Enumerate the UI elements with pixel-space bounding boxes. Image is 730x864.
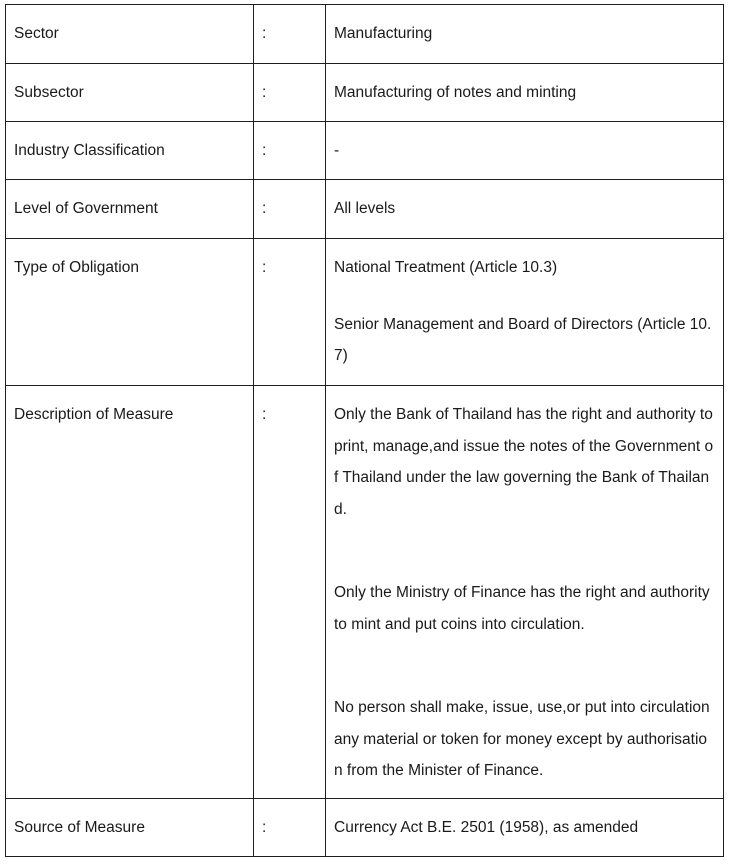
paragraph-gap: [334, 525, 715, 577]
paragraph-gap: [334, 284, 715, 309]
row-value: [326, 239, 724, 386]
row-separator: :: [254, 64, 326, 122]
value-text: Senior Management and Board of Directors (Article 10.7): [334, 315, 712, 364]
row-label: Industry Classification: [6, 122, 254, 180]
row-separator: :: [254, 180, 326, 239]
row-value: [326, 5, 724, 64]
paragraph-gap: [334, 640, 715, 692]
row-label: Description of Measure: [6, 386, 254, 799]
row-label: Type of Obligation: [6, 239, 254, 386]
table-row-subsector: [6, 64, 724, 122]
row-separator: :: [254, 799, 326, 857]
table-row-type-of-obligation: [6, 239, 724, 386]
value-text: Only the Ministry of Finance has the right and authority to mint and put coins into circulation.: [334, 584, 710, 633]
row-value: [326, 64, 724, 122]
value-text: National Treatment (Article 10.3): [334, 259, 558, 276]
row-label: Level of Government: [6, 180, 254, 239]
table-row-source-of-measure: [6, 799, 724, 857]
row-separator: :: [254, 239, 326, 386]
reservation-table: [5, 4, 724, 857]
value-text: All levels: [334, 200, 396, 217]
row-value: [326, 799, 724, 857]
value-text: Only the Bank of Thailand has the right and authority to print, manage,and issue the notes of the Government of Thailand under the law governing the Bank of Thailand.: [334, 406, 714, 518]
row-value: [326, 122, 724, 180]
row-label: Source of Measure: [6, 799, 254, 857]
table-row-description-of-measure: [6, 386, 724, 799]
row-separator: :: [254, 122, 326, 180]
row-separator: :: [254, 386, 326, 799]
row-separator: :: [254, 5, 326, 64]
table-row-industry-classification: [6, 122, 724, 180]
table-row-level-of-government: [6, 180, 724, 239]
table-row-sector: [6, 5, 724, 64]
value-text: Manufacturing: [334, 25, 433, 42]
row-value: [326, 386, 724, 799]
value-text: Manufacturing of notes and minting: [334, 84, 577, 101]
value-text: -: [334, 142, 340, 159]
value-text: Currency Act B.E. 2501 (1958), as amended: [334, 819, 639, 836]
row-value: [326, 180, 724, 239]
value-text: No person shall make, issue, use,or put into circulation any material or token for money except by authorisation from the Minister of Finance.: [334, 699, 710, 779]
row-label: Sector: [6, 5, 254, 64]
row-label: Subsector: [6, 64, 254, 122]
